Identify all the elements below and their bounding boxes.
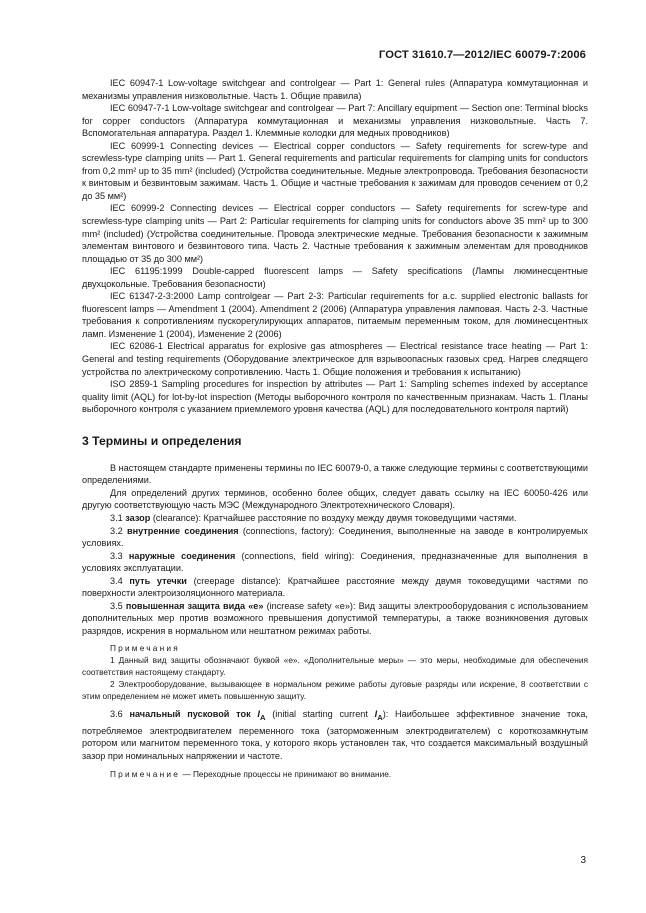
section-heading: 3 Термины и определения [82,433,242,448]
reference-7: IEC 62086-1 Electrical apparatus for explosive gas atmospheres — Electrical resistance trace heating — Part 1: General and testing requirements (Оборудование электрическое для взрывоопасных газовых сред. Нагрев следящего устройства по электрическому сопротивлению. Часть 1. Общие положения и требования к испытанию) [82,341,588,377]
term-3-6: 3.6 начальный пусковой ток $I_A$ (initial starting current $I_A$): Наибольшее эффективное значение тока, потребляемое электродвигателем переменного тока (заторможенным электродвигателем) с короткозамкнутым ротором или магнитом переменного тока, у которого якорь установлен так, что создается максимальный воздушный зазор при номинальных напряжении и частоте. [82,709,588,761]
page-body [82,77,588,781]
page-number: 3 [580,855,586,866]
final-note: Примечание — Переходные процессы не принимают во внимание. [110,769,392,780]
note-2: 2 Электрооборудование, вызывающее в нормальном режиме работы дуговые разряды или искрение, 8 соответствии с этим определением не может иметь повышенную защиту. [82,678,588,701]
term-3-4: 3.4 путь утечки (creepage distance): Кратчайшее расстояние между двумя токоведущими частями по поверхности электроизоляционного материала. [82,575,588,599]
reference-5: IEC 61195:1999 Double-capped fluorescent lamps — Safety specifications (Лампы люминесцентные двухцокольные. Требования безопасности) [82,266,588,289]
notes-block [82,643,588,702]
page-header-standard: ГОСТ 31610.7—2012/IEC 60079-7:2006 [378,49,586,61]
intro-paragraph-1: В настоящем стандарте применены термины по IEC 60079-0, а также следующие термины с соответствующими определениями. [82,462,588,486]
term-3-5: 3.5 повышенная защита вида «е» (increase safety «e»): Вид защиты электрооборудования с использованием дополнительных мер против возможного превышения допустимой температуры, а также возникновения дуговых разрядов, искрения в нормальном или нештатном режимах работы. [82,600,588,636]
reference-8: ISO 2859-1 Sampling procedures for inspection by attributes — Part 1: Sampling schemes indexed by acceptance quality limit (AQL) for lot-by-lot inspection (Методы выборочного контроля по качественным признакам. Часть 1. Планы выборочного контроля с указанием приемлемого уровня качества (AQL) для последовательного контроля партий) [82,379,588,415]
reference-1: IEC 60947-1 Low-voltage switchgear and controlgear — Part 1: General rules (Аппаратура коммутационная и механизмы управления низковольтные. Часть 1. Общие правила) [82,78,588,101]
note-1: 1 Данный вид защиты обозначают буквой «е». «Дополнительные меры» — это меры, необходимые для обеспечения соответствия настоящему стандарту. [82,655,588,678]
reference-2: IEC 60947-7-1 Low-voltage switchgear and controlgear — Part 7: Ancillary equipment — Section one: Terminal blocks for copper conductors (Аппаратура коммутационная и механизмы управления низковольтные. Часть 7. Вспомогательная аппаратура. Раздел 1. Клеммные колодки для медных проводников) [82,103,588,139]
reference-3: IEC 60999-1 Connecting devices — Electrical copper conductors — Safety requirements for screw-type and screwless-type clamping units — Part 1. General requirements and particular requirements for clamping units for conductors from 0,2 mm² up to 35 mm² (included) (Устройства соединительные. Медные электропровода. Требования безопасности к винтовым и безвинтовым зажимам. Часть 1. Общие и частные требования к зажимам для проводов сечением от 0,2 до 35 мм²) [82,140,588,201]
notes-title: Примечания [110,643,180,654]
reference-6: IEC 61347-2-3:2000 Lamp controlgear — Part 2-3: Particular requirements for a.c. supplied electronic ballasts for fluorescent lamps — Amendment 1 (2004). Amendment 2 (2006) (Аппаратура управления ламповая. Часть 2-3. Частные требования к сопротивлениям пускорегулирующих аппаратов, питаемым переменным током, для люминесцентных ламп. Изменение 1 (2004), Изменение 2 (2006) [82,291,588,339]
term-3-1: 3.1 зазор (clearance): Кратчайшее расстояние по воздуху между двумя токоведущими частями. [110,512,517,523]
reference-4: IEC 60999-2 Connecting devices — Electrical copper conductors — Safety requirements for screw-type and screwless-type clamping units — Part 2: Particular requirements for clamping units for conductors above 35 mm² up to 300 mm² (included) (Устройства соединительные. Провода электрические медные. Требования безопасности к зажимным элементам винтового и безвинтового типа. Часть 2. Частные требования к зажимным элементам для проводников площадью от 35 до 300 мм²) [82,203,588,264]
term-3-3: 3.3 наружные соединения (connections, field wiring): Соединения, предназначенные для выполнения в условиях эксплуатации. [82,550,588,574]
term-3-2: 3.2 внутренние соединения (connections, factory): Соединения, выполненные на заводе в контролируемых условиях. [82,525,588,549]
intro-paragraph-2: Для определений других терминов, особенно более общих, следует давать ссылку на IEC 60050-426 или другую соответствующую часть МЭС (Международного Электротехнического Словаря). [82,487,588,511]
